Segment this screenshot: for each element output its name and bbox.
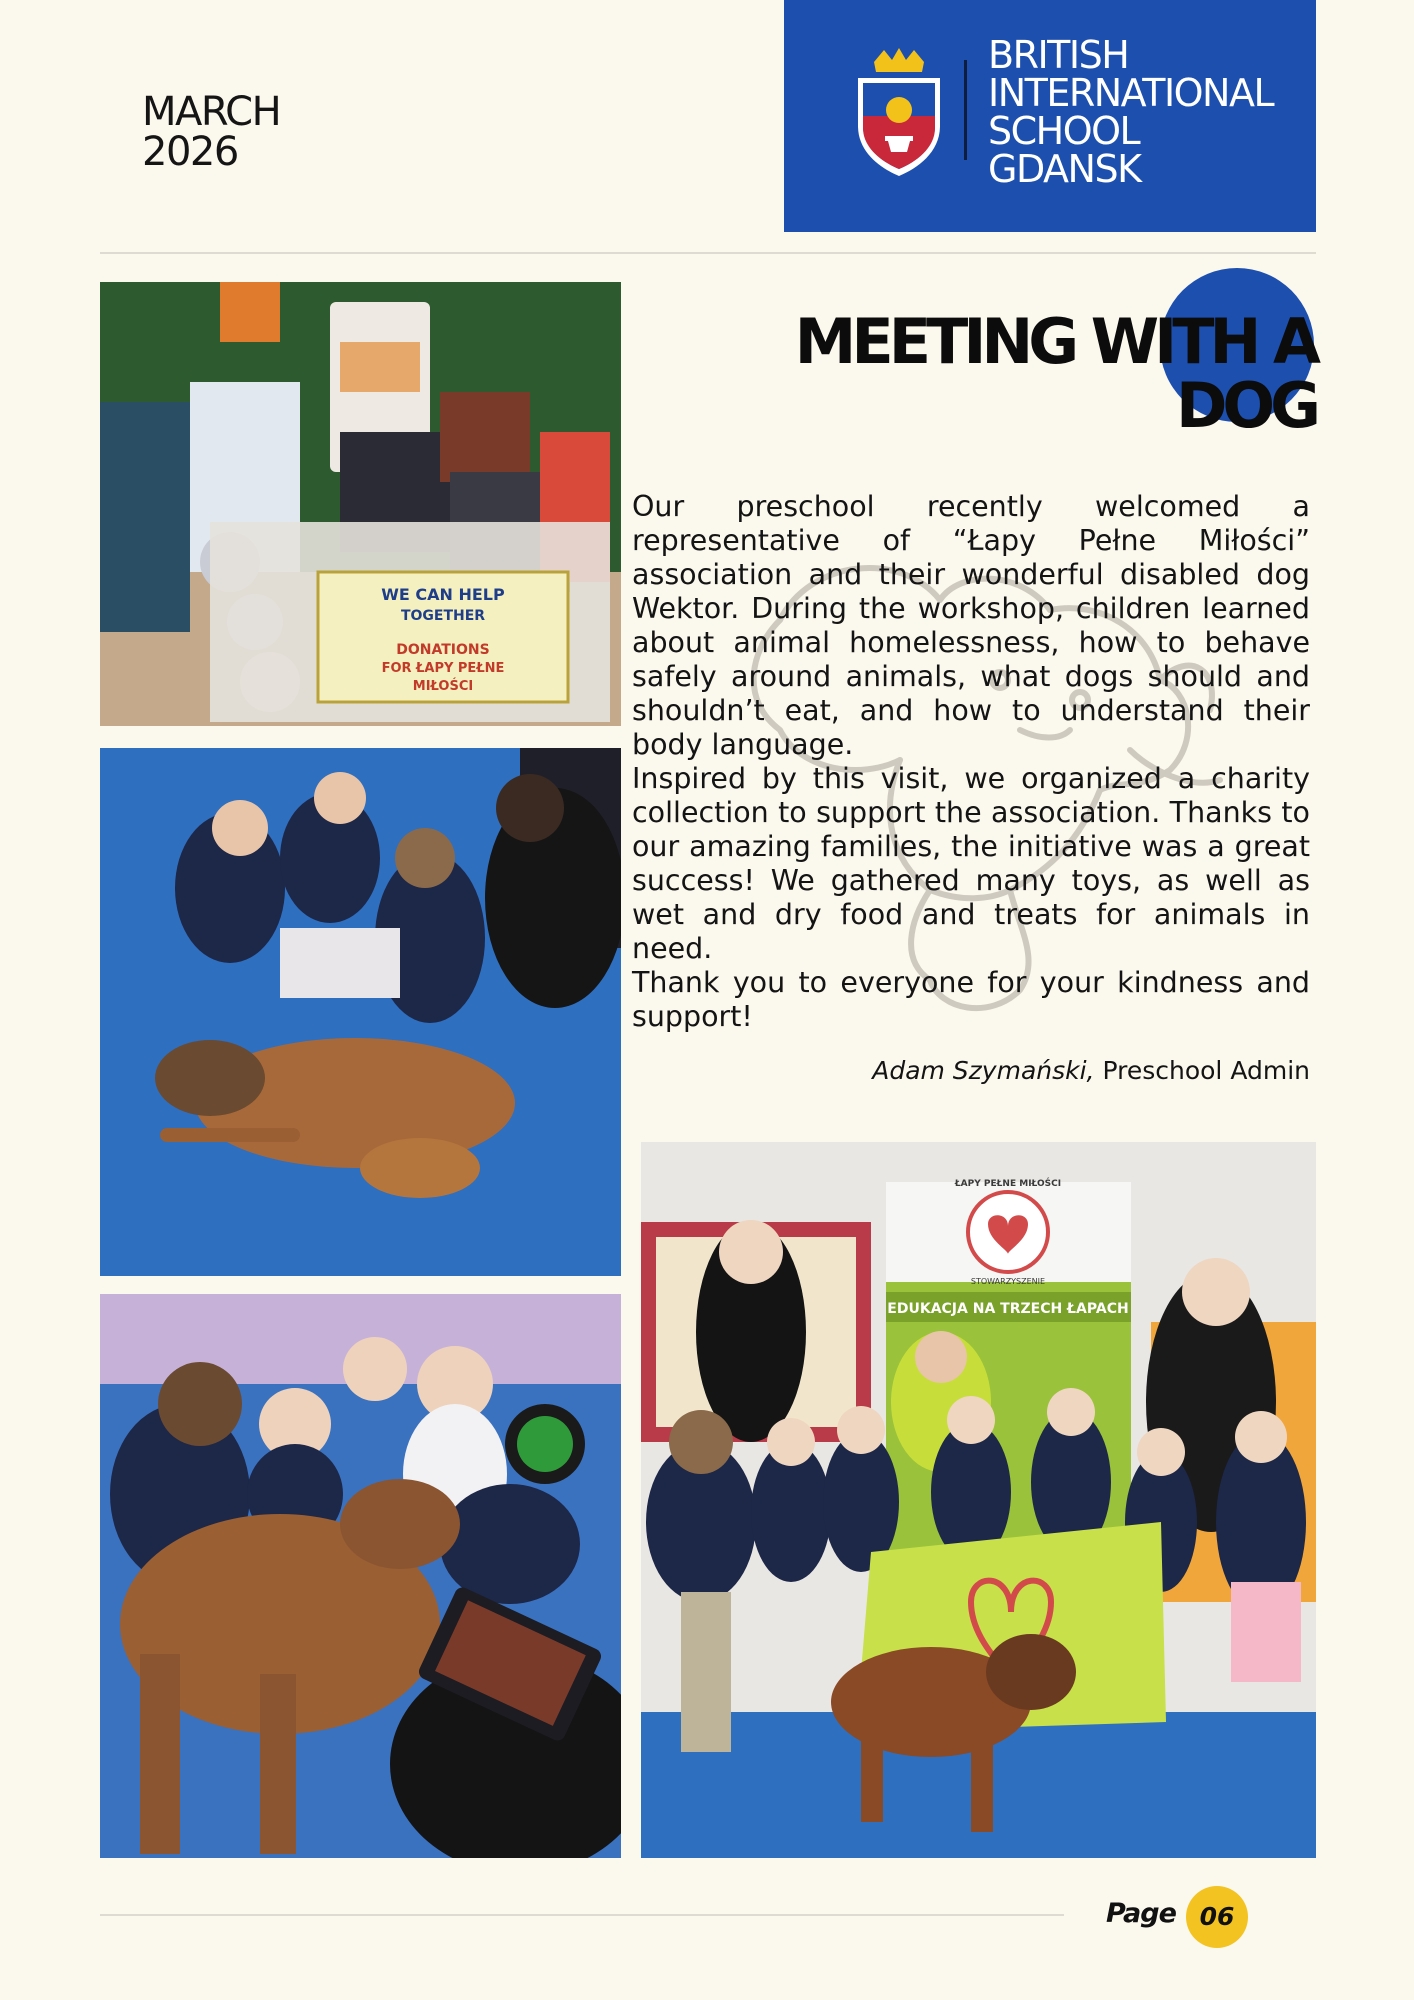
photo-children-puzzle (100, 748, 621, 1276)
donations-sign-line: MIŁOŚCI (412, 679, 474, 694)
article-paragraph: Thank you to everyone for your kindness and support! (632, 966, 1310, 1033)
issue-month: MARCH (142, 89, 281, 135)
school-crest-icon (852, 48, 946, 176)
footer-divider (100, 1914, 1064, 1916)
header-divider (100, 252, 1316, 254)
school-name (988, 33, 1274, 191)
page-number-badge: 06 (1186, 1886, 1248, 1948)
banner-logo-subtext: STOWARZYSZENIE (970, 1277, 1046, 1286)
donations-sign-line: DONATIONS (396, 642, 490, 658)
article-title-line: MEETING WITH A (794, 305, 1316, 378)
author-role: Preschool Admin (1102, 1056, 1310, 1085)
school-name-line: INTERNATIONAL (988, 71, 1274, 115)
banner-logo-text: ŁAPY PEŁNE MIŁOŚCI (954, 1179, 1062, 1189)
article-body (632, 490, 1310, 1034)
author-name: Adam Szymański, (872, 1056, 1095, 1085)
donations-sign-line: WE CAN HELP (381, 585, 505, 604)
brand-divider (964, 60, 967, 160)
article-signature (872, 1056, 1310, 1085)
donations-sign-line: FOR ŁAPY PEŁNE (381, 661, 505, 676)
page-label: Page (1106, 1898, 1176, 1929)
photo-group-banner (641, 1142, 1316, 1858)
photo-children-with-dog (100, 1294, 621, 1858)
issue-date (142, 89, 281, 175)
school-name-line: GDANSK (988, 147, 1141, 191)
banner-headline: EDUKACJA NA TRZECH ŁAPACH (887, 1301, 1129, 1317)
school-name-line: SCHOOL (988, 109, 1140, 153)
school-brand-block (784, 0, 1316, 232)
article-title-line: DOG (1175, 369, 1316, 442)
article-paragraph: Our preschool recently welcomed a representative of “Łapy Pełne Miłości” association and their wonderful disabled dog Wektor. During the workshop, children learned about animal homelessness, how to behave safely around animals, what dogs should and shouldn’t eat, and how to understand their body language. (632, 490, 1310, 761)
school-name-line: BRITISH (988, 33, 1129, 77)
article-paragraph: Inspired by this visit, we organized a charity collection to support the association. Thanks to our amazing families, the initiative was a great success! We gathered many toys, as well as wet and dry food and treats for animals in need. (632, 762, 1310, 965)
issue-year: 2026 (142, 129, 238, 175)
article-title (756, 305, 1316, 442)
donations-sign-line: TOGETHER (400, 608, 486, 624)
photo-donations-box (100, 282, 621, 726)
